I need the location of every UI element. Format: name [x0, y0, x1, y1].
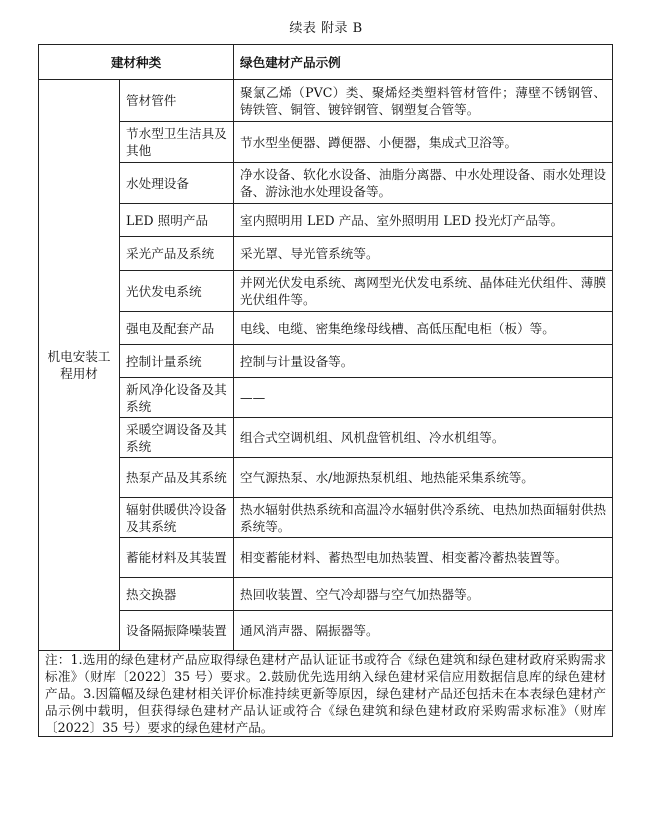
- table-row: [39, 378, 613, 418]
- table-row: [39, 498, 613, 538]
- example-cell: 净水设备、软化水设备、油脂分离器、中水处理设备、雨水处理设备、游泳池水处理设备等。: [234, 163, 613, 204]
- table-row: [39, 418, 613, 458]
- subcategory-cell: 设备隔振降噪装置: [120, 611, 234, 651]
- example-cell: 并网光伏发电系统、离网型光伏发电系统、晶体硅光伏组件、薄膜光伏组件等。: [234, 271, 613, 312]
- table-note: 注：1.选用的绿色建材产品应取得绿色建材产品认证证书或符合《绿色建筑和绿色建材政府采购需求标准》（财库〔2022〕35 号）要求。2.鼓励优先选用纳入绿色建材采信应用数据信息库的绿色建材产品。3.因篇幅及绿色建材相关评价标准持续更新等原因，绿色建材产品还包括未在本表绿色建材产品示例中载明，但获得绿色建材产品认证或符合《绿色建筑和绿色建材政府采购需求标准》（财库〔2022〕35 号）要求的绿色建材产品。: [39, 651, 613, 737]
- subcategory-cell: 采光产品及系统: [120, 237, 234, 271]
- table-row: [39, 611, 613, 651]
- example-cell: 相变蓄能材料、蓄热型电加热装置、相变蓄冷蓄热装置等。: [234, 538, 613, 578]
- subcategory-cell: 新风净化设备及其系统: [120, 378, 234, 418]
- subcategory-cell: 蓄能材料及其装置: [120, 538, 234, 578]
- example-cell: 室内照明用 LED 产品、室外照明用 LED 投光灯产品等。: [234, 204, 613, 237]
- header-examples: 绿色建材产品示例: [234, 45, 613, 80]
- table-caption: 续表 附录 B: [289, 21, 363, 36]
- example-cell: 采光罩、导光管系统等。: [234, 237, 613, 271]
- subcategory-cell: 水处理设备: [120, 163, 234, 204]
- example-cell: ——: [234, 378, 613, 418]
- example-cell: 组合式空调机组、风机盘管机组、冷水机组等。: [234, 418, 613, 458]
- example-cell: 节水型坐便器、蹲便器、小便器，集成式卫浴等。: [234, 122, 613, 163]
- table-row: [39, 122, 613, 163]
- example-cell: 通风消声器、隔振器等。: [234, 611, 613, 651]
- subcategory-cell: 光伏发电系统: [120, 271, 234, 312]
- subcategory-cell: LED 照明产品: [120, 204, 234, 237]
- table-row: [39, 204, 613, 237]
- header-category: 建材种类: [39, 45, 234, 80]
- green-materials-table: [38, 44, 613, 737]
- example-cell: 电线、电缆、密集绝缘母线槽、高低压配电柜（板）等。: [234, 312, 613, 345]
- subcategory-cell: 采暖空调设备及其系统: [120, 418, 234, 458]
- subcategory-cell: 管材管件: [120, 80, 234, 122]
- example-cell: 热回收装置、空气冷却器与空气加热器等。: [234, 578, 613, 611]
- table-row: [39, 80, 613, 122]
- example-cell: 控制与计量设备等。: [234, 345, 613, 378]
- table-row: [39, 271, 613, 312]
- header-row: [39, 45, 613, 80]
- table-row: [39, 237, 613, 271]
- subcategory-cell: 强电及配套产品: [120, 312, 234, 345]
- subcategory-cell: 热交换器: [120, 578, 234, 611]
- subcategory-cell: 辐射供暖供冷设备及其系统: [120, 498, 234, 538]
- table-row: [39, 312, 613, 345]
- example-cell: 热水辐射供热系统和高温冷水辐射供冷系统、电热加热面辐射供热系统等。: [234, 498, 613, 538]
- note-row: [39, 651, 613, 737]
- example-cell: 聚氯乙烯（PVC）类、聚烯烃类塑料管材管件；薄壁不锈钢管、铸铁管、铜管、镀锌钢管、钢塑复合管等。: [234, 80, 613, 122]
- table-row: [39, 578, 613, 611]
- table-row: [39, 458, 613, 498]
- table-row: [39, 163, 613, 204]
- subcategory-cell: 控制计量系统: [120, 345, 234, 378]
- category-group: 机电安装工程用材: [39, 80, 120, 651]
- subcategory-cell: 热泵产品及其系统: [120, 458, 234, 498]
- table-row: [39, 345, 613, 378]
- subcategory-cell: 节水型卫生洁具及其他: [120, 122, 234, 163]
- example-cell: 空气源热泵、水/地源热泵机组、地热能采集系统等。: [234, 458, 613, 498]
- table-row: [39, 538, 613, 578]
